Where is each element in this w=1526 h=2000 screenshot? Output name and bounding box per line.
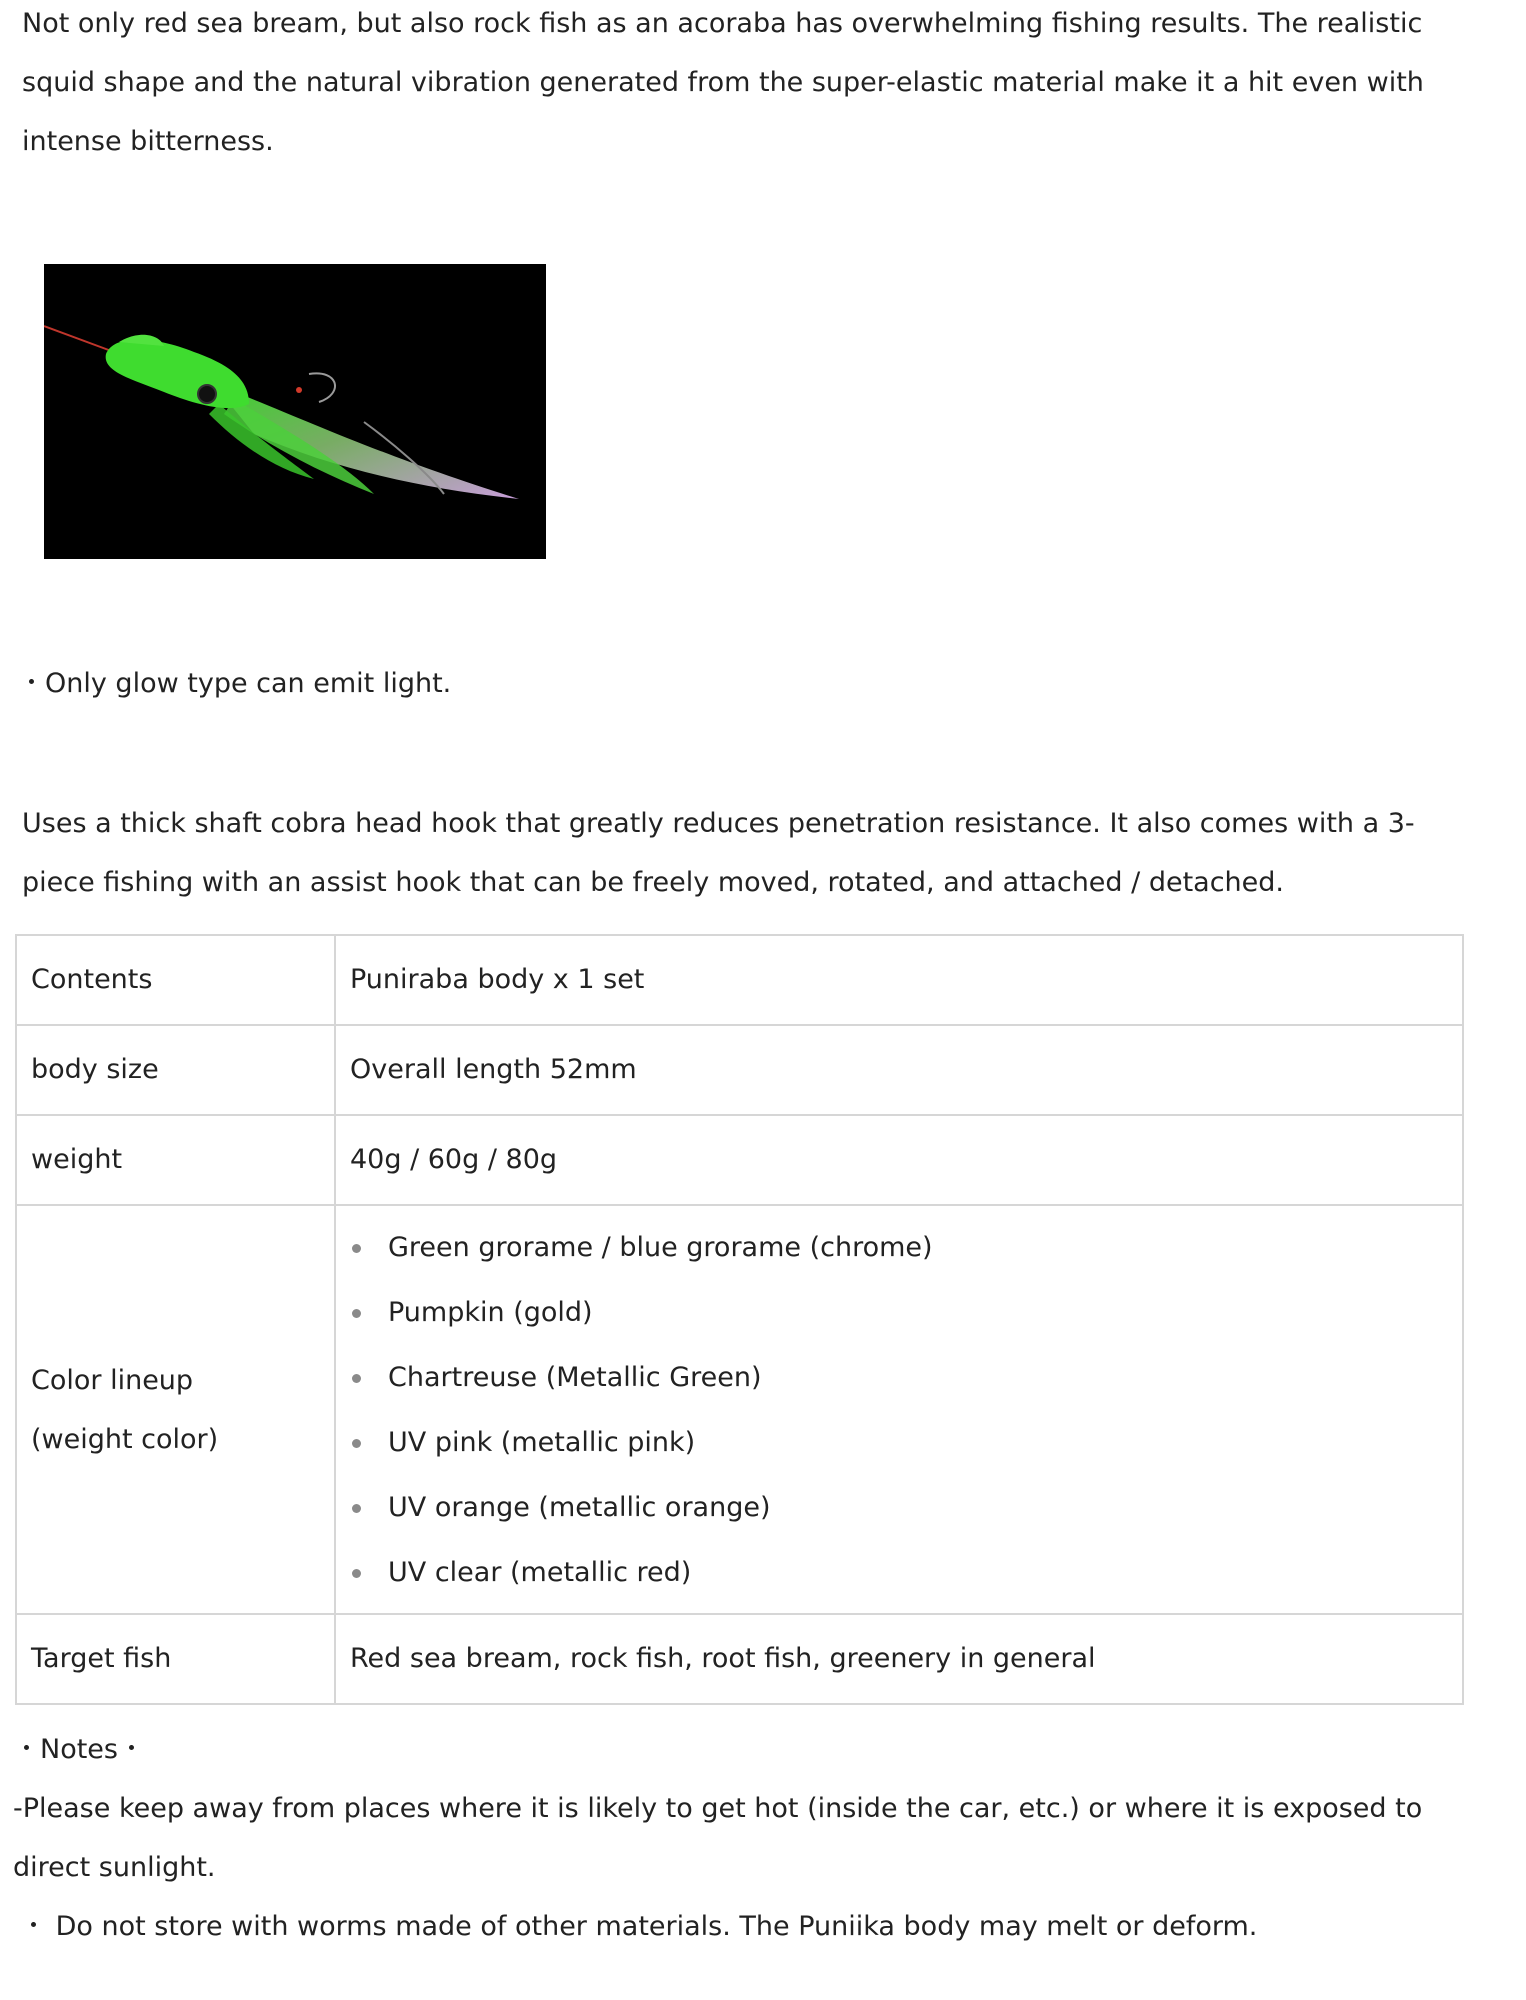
color-lineup-label [16, 1205, 335, 1614]
target-fish-value: Red sea bream, rock fish, root fish, greenery in general [335, 1614, 1463, 1704]
squid-lure-photo [44, 264, 546, 559]
color-lineup-label-line1: Color lineup [31, 1364, 194, 1396]
color-lineup-list [350, 1215, 1448, 1605]
table-row [16, 1115, 1463, 1205]
list-item: Green grorame / blue grorame (chrome) [350, 1215, 1448, 1280]
contents-value: Puniraba body x 1 set [335, 935, 1463, 1025]
spec-table [15, 934, 1464, 1705]
notes-line-heat: -Please keep away from places where it is likely to get hot (inside the car, etc.) or where it is exposed to direct sunlight. [13, 1793, 1423, 1883]
contents-label: Contents [16, 935, 335, 1025]
list-item: UV clear (metallic red) [350, 1540, 1448, 1605]
weight-label: weight [16, 1115, 335, 1205]
list-item: Chartreuse (Metallic Green) [350, 1345, 1448, 1410]
squid-lure-icon [44, 264, 546, 559]
hook-paragraph: Uses a thick shaft cobra head hook that greatly reduces penetration resistance. It also comes with a 3-piece fishing with an assist hook that can be freely moved, rotated, and attached / detached. [22, 808, 1415, 898]
target-fish-label: Target fish [16, 1614, 335, 1704]
body-size-value: Overall length 52mm [335, 1025, 1463, 1115]
body-size-label: body size [16, 1025, 335, 1115]
weight-value: 40g / 60g / 80g [335, 1115, 1463, 1205]
list-item: Pumpkin (gold) [350, 1280, 1448, 1345]
notes-heading: ・Notes・ [13, 1734, 145, 1765]
glow-note: ・Only glow type can emit light. [18, 668, 452, 699]
table-row [16, 935, 1463, 1025]
list-item: UV pink (metallic pink) [350, 1410, 1448, 1475]
list-item: UV orange (metallic orange) [350, 1475, 1448, 1540]
table-row [16, 1614, 1463, 1704]
notes-line-storage: ・ Do not store with worms made of other materials. The Puniika body may melt or deform. [20, 1911, 1258, 1942]
color-lineup-value [335, 1205, 1463, 1614]
color-lineup-label-line2: (weight color) [31, 1423, 219, 1455]
table-row [16, 1205, 1463, 1614]
intro-paragraph: Not only red sea bream, but also rock fish as an acoraba has overwhelming fishing results. The realistic squid shape and the natural vibration generated from the super-elastic material make it a hit even with intense bitterness. [22, 8, 1424, 157]
table-row [16, 1025, 1463, 1115]
